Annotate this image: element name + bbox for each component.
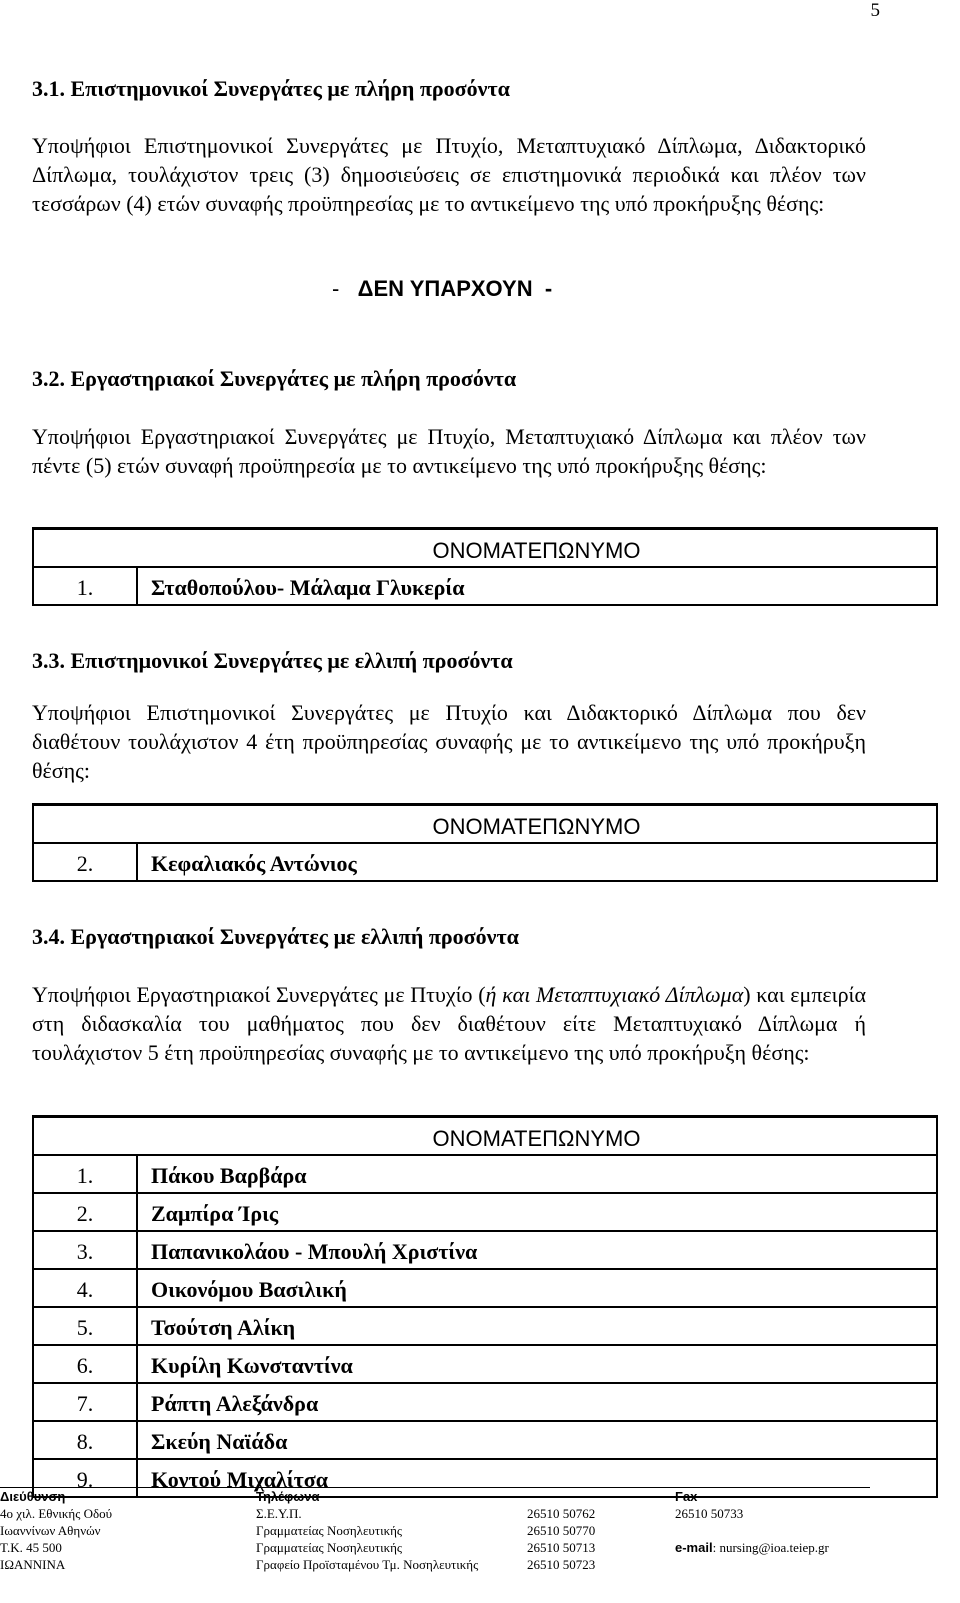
names-table-3-2 — [32, 527, 938, 606]
footer-address-line: Ιωαννίνων Αθηνών — [0, 1523, 101, 1538]
footer-phone-name: Γραφείο Προϊσταμένου Τμ. Νοσηλευτικής — [256, 1557, 479, 1572]
table-header: ΟΝΟΜΑΤΕΠΩΝΥΜΟ — [137, 529, 937, 568]
section-paragraph-3-4 — [32, 980, 866, 1067]
footer-phone-number: 26510 50770 — [527, 1523, 596, 1538]
none-notice — [332, 276, 552, 302]
footer-phone-name: Γραμματείας Νοσηλευτικής — [256, 1540, 403, 1555]
footer-fax-number: 26510 50733 — [675, 1506, 744, 1521]
none-dash-right: - — [544, 276, 553, 301]
table-header-spacer — [33, 1117, 137, 1156]
section-title-3-1: 3.1. Επιστημονικοί Συνεργάτες με πλήρη προσόντα — [32, 76, 510, 101]
footer-address — [0, 1488, 112, 1573]
section-title-3-3: 3.3. Επιστημονικοί Συνεργάτες με ελλιπή προσόντα — [32, 648, 513, 673]
footer-email-label: e-mail — [675, 1540, 713, 1555]
table-row — [33, 843, 937, 881]
names-table-3-3 — [32, 803, 938, 882]
table-header: ΟΝΟΜΑΤΕΠΩΝΥΜΟ — [137, 805, 937, 844]
footer-phone-name: Γραμματείας Νοσηλευτικής — [256, 1523, 403, 1538]
footer-phone-name: Σ.Ε.Υ.Π. — [256, 1506, 302, 1521]
row-number: 9. — [33, 1459, 137, 1497]
none-dash-left: - — [332, 276, 340, 301]
section-paragraph-3-3: Υποψήφιοι Επιστημονικοί Συνεργάτες με Πτυχίο και Διδακτορικό Δίπλωμα που δεν διαθέτουν τουλάχιστον 4 έτη προϋπηρεσίας συναφής με το αντικείμενο της υπό προκήρυξη θέσης: — [32, 700, 866, 783]
row-name: Παπανικολάου - Μπουλή Χριστίνα — [137, 1231, 937, 1269]
row-name: Πάκου Βαρβάρα — [137, 1155, 937, 1193]
table-row — [33, 1421, 937, 1459]
row-number: 2. — [33, 1193, 137, 1231]
row-number: 5. — [33, 1307, 137, 1345]
row-name: Ράπτη Αλεξάνδρα — [137, 1383, 937, 1421]
table-row — [33, 1193, 937, 1231]
table-header-spacer — [33, 529, 137, 568]
row-number: 3. — [33, 1231, 137, 1269]
row-number: 4. — [33, 1269, 137, 1307]
table-row — [33, 1269, 937, 1307]
footer-phone-numbers — [527, 1488, 595, 1573]
footer-email — [675, 1539, 829, 1556]
table-row — [33, 1307, 937, 1345]
table-header: ΟΝΟΜΑΤΕΠΩΝΥΜΟ — [137, 1117, 937, 1156]
row-name: Σκεύη Ναϊάδα — [137, 1421, 937, 1459]
table-row — [33, 1383, 937, 1421]
row-name: Ζαμπίρα Ίρις — [137, 1193, 937, 1231]
row-name: Σταθοπούλου- Μάλαμα Γλυκερία — [137, 567, 937, 605]
row-name: Κυρίλη Κωνσταντίνα — [137, 1345, 937, 1383]
table-header-spacer — [33, 805, 137, 844]
paragraph-italic: ή και Μεταπτυχιακό Δίπλωμα — [485, 982, 744, 1007]
table-row — [33, 1231, 937, 1269]
footer-phone-number: 26510 50723 — [527, 1557, 596, 1572]
row-number: 2. — [33, 843, 137, 881]
row-number: 8. — [33, 1421, 137, 1459]
footer-phones-label: Τηλέφωνα — [256, 1489, 320, 1504]
row-number: 1. — [33, 567, 137, 605]
section-title-3-4: 3.4. Εργαστηριακοί Συνεργάτες με ελλιπή προσόντα — [32, 924, 519, 949]
footer-address-line: Τ.Κ. 45 500 — [0, 1540, 62, 1555]
page-number: 5 — [870, 0, 880, 21]
row-name: Κεφαλιακός Αντώνιος — [137, 843, 937, 881]
row-number: 1. — [33, 1155, 137, 1193]
footer-phone-number: 26510 50713 — [527, 1540, 596, 1555]
footer-address-line: 4ο χιλ. Εθνικής Οδού — [0, 1506, 113, 1521]
section-paragraph-3-2: Υποψήφιοι Εργαστηριακοί Συνεργάτες με Πτυχίο, Μεταπτυχιακό Δίπλωμα και πλέον των πέντε (5) ετών συναφή προϋπηρεσία με το αντικείμενο της υπό προκήρυξης θέσης: — [32, 424, 866, 478]
paragraph-part-2: ) και εμπειρία στη διδασκαλία του μαθήματος που δεν διαθέτουν είτε Μεταπτυχιακό Δίπλωμα ή τουλάχιστον 5 έτη προϋπηρεσίας συναφής με το αντικείμενο της υπό προκήρυξη θέσης: — [32, 982, 867, 1065]
footer-email-value: : nursing@ioa.teiep.gr — [712, 1540, 829, 1555]
row-number: 7. — [33, 1383, 137, 1421]
table-row — [33, 1345, 937, 1383]
row-name: Κοντού Μιχαλίτσα — [137, 1459, 937, 1497]
row-name: Τσούτση Αλίκη — [137, 1307, 937, 1345]
footer-fax-label: Fax — [675, 1489, 698, 1504]
footer-address-line: ΙΩΑΝΝΙΝΑ — [0, 1557, 66, 1572]
row-name: Οικονόμου Βασιλική — [137, 1269, 937, 1307]
footer-fax — [675, 1488, 829, 1556]
paragraph-part-1: Υποψήφιοι Εργαστηριακοί Συνεργάτες με Πτυχίο ( — [32, 982, 486, 1007]
footer-phone-number: 26510 50762 — [527, 1506, 596, 1521]
footer-address-label: Διεύθυνση — [0, 1489, 66, 1504]
table-row — [33, 1155, 937, 1193]
none-text: ΔΕΝ ΥΠΑΡΧΟΥΝ — [357, 276, 533, 301]
table-row — [33, 567, 937, 605]
footer-phones — [256, 1488, 478, 1573]
section-title-3-2: 3.2. Εργαστηριακοί Συνεργάτες με πλήρη προσόντα — [32, 366, 517, 391]
section-paragraph-3-1: Υποψήφιοι Επιστημονικοί Συνεργάτες με Πτυχίο, Μεταπτυχιακό Δίπλωμα, Διδακτορικό Δίπλωμα, τουλάχιστον τρεις (3) δημοσιεύσεις σε επιστημονικά περιοδικά και πλέον των τεσσάρων (4) ετών συναφής προϋπηρεσίας με το αντικείμενο της υπό προκήρυξης θέσης: — [32, 133, 866, 216]
row-number: 6. — [33, 1345, 137, 1383]
names-table-3-4 — [32, 1115, 938, 1498]
